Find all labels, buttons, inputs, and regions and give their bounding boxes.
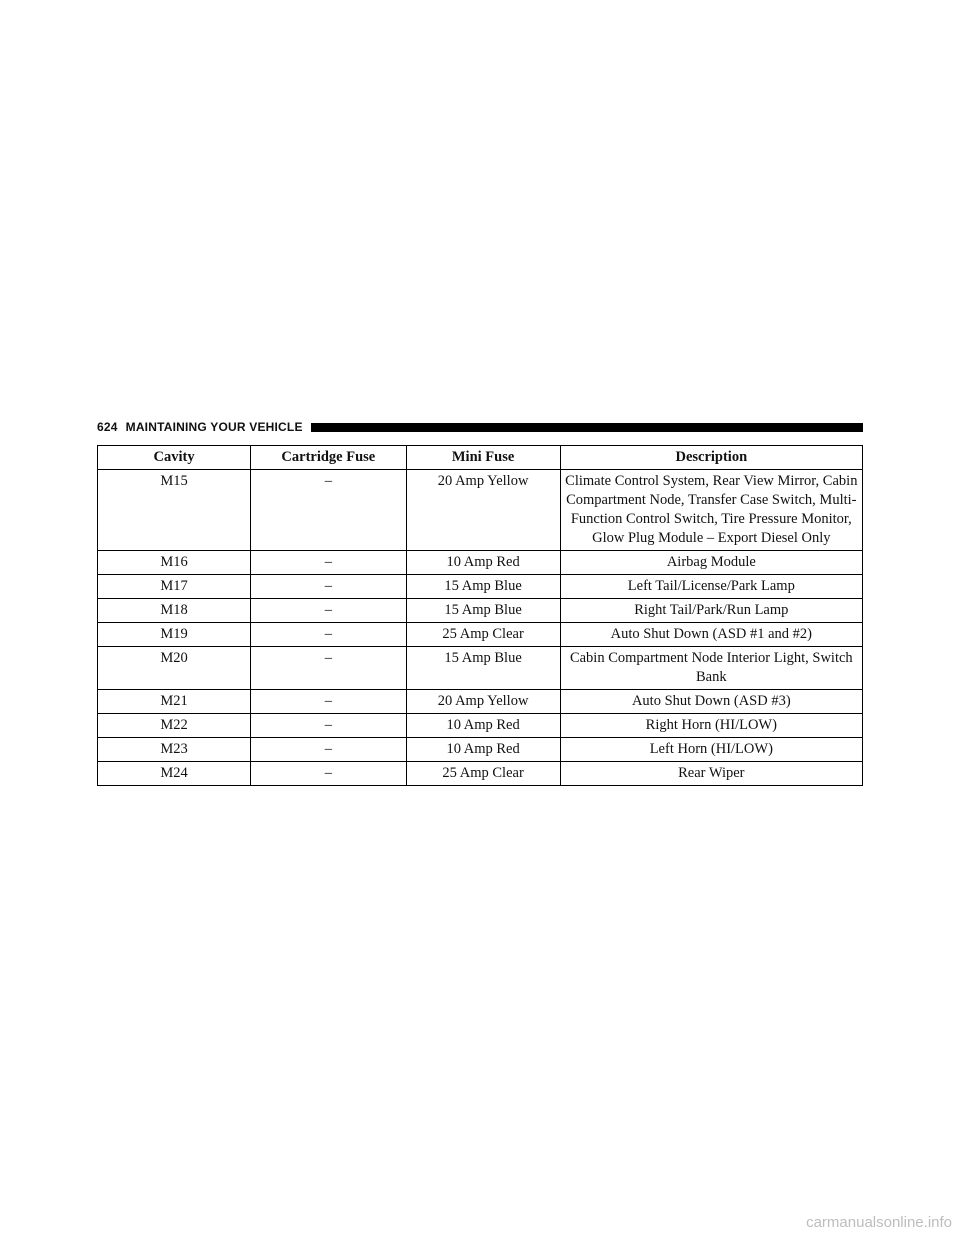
cell-description: Rear Wiper <box>560 762 862 786</box>
cell-cartridge-fuse: – <box>251 738 406 762</box>
cell-cavity: M17 <box>98 575 251 599</box>
cell-cavity: M23 <box>98 738 251 762</box>
header-rule <box>311 423 863 432</box>
watermark: carmanualsonline.info <box>806 1214 952 1231</box>
cell-cavity: M15 <box>98 470 251 551</box>
table-header-row <box>98 446 863 470</box>
cell-cavity: M16 <box>98 551 251 575</box>
column-header-cartridge-fuse: Cartridge Fuse <box>251 446 406 470</box>
cell-mini-fuse: 15 Amp Blue <box>406 575 560 599</box>
page-header <box>97 418 863 436</box>
cell-cavity: M18 <box>98 599 251 623</box>
cell-cartridge-fuse: – <box>251 470 406 551</box>
cell-cavity: M24 <box>98 762 251 786</box>
cell-mini-fuse: 15 Amp Blue <box>406 599 560 623</box>
cell-mini-fuse: 25 Amp Clear <box>406 762 560 786</box>
cell-cartridge-fuse: – <box>251 599 406 623</box>
cell-mini-fuse: 10 Amp Red <box>406 738 560 762</box>
cell-mini-fuse: 20 Amp Yellow <box>406 690 560 714</box>
cell-cavity: M19 <box>98 623 251 647</box>
table-row <box>98 575 863 599</box>
cell-description: Auto Shut Down (ASD #1 and #2) <box>560 623 862 647</box>
cell-cavity: M22 <box>98 714 251 738</box>
cell-cartridge-fuse: – <box>251 575 406 599</box>
cell-cartridge-fuse: – <box>251 690 406 714</box>
table-row <box>98 647 863 690</box>
fuse-table <box>97 445 863 786</box>
table-row <box>98 690 863 714</box>
column-header-description: Description <box>560 446 862 470</box>
cell-description: Auto Shut Down (ASD #3) <box>560 690 862 714</box>
cell-description: Cabin Compartment Node Interior Light, Switch Bank <box>560 647 862 690</box>
cell-mini-fuse: 10 Amp Red <box>406 551 560 575</box>
table-row <box>98 738 863 762</box>
table-row <box>98 762 863 786</box>
cell-description: Airbag Module <box>560 551 862 575</box>
cell-cartridge-fuse: – <box>251 647 406 690</box>
section-title: MAINTAINING YOUR VEHICLE <box>125 420 303 434</box>
cell-mini-fuse: 25 Amp Clear <box>406 623 560 647</box>
table-row <box>98 714 863 738</box>
table-row <box>98 551 863 575</box>
table-row <box>98 470 863 551</box>
cell-description: Right Horn (HI/LOW) <box>560 714 862 738</box>
table-row <box>98 623 863 647</box>
cell-mini-fuse: 20 Amp Yellow <box>406 470 560 551</box>
column-header-cavity: Cavity <box>98 446 251 470</box>
table-row <box>98 599 863 623</box>
cell-cavity: M20 <box>98 647 251 690</box>
column-header-mini-fuse: Mini Fuse <box>406 446 560 470</box>
cell-description: Right Tail/Park/Run Lamp <box>560 599 862 623</box>
page-number: 624 <box>97 420 118 434</box>
cell-cavity: M21 <box>98 690 251 714</box>
cell-description: Left Tail/License/Park Lamp <box>560 575 862 599</box>
cell-cartridge-fuse: – <box>251 762 406 786</box>
cell-cartridge-fuse: – <box>251 551 406 575</box>
cell-description: Climate Control System, Rear View Mirror, Cabin Compartment Node, Transfer Case Switch, Multi-Function Control Switch, Tire Pressure Monitor, Glow Plug Module – Export Diesel Only <box>560 470 862 551</box>
cell-mini-fuse: 15 Amp Blue <box>406 647 560 690</box>
cell-cartridge-fuse: – <box>251 623 406 647</box>
cell-mini-fuse: 10 Amp Red <box>406 714 560 738</box>
cell-description: Left Horn (HI/LOW) <box>560 738 862 762</box>
cell-cartridge-fuse: – <box>251 714 406 738</box>
